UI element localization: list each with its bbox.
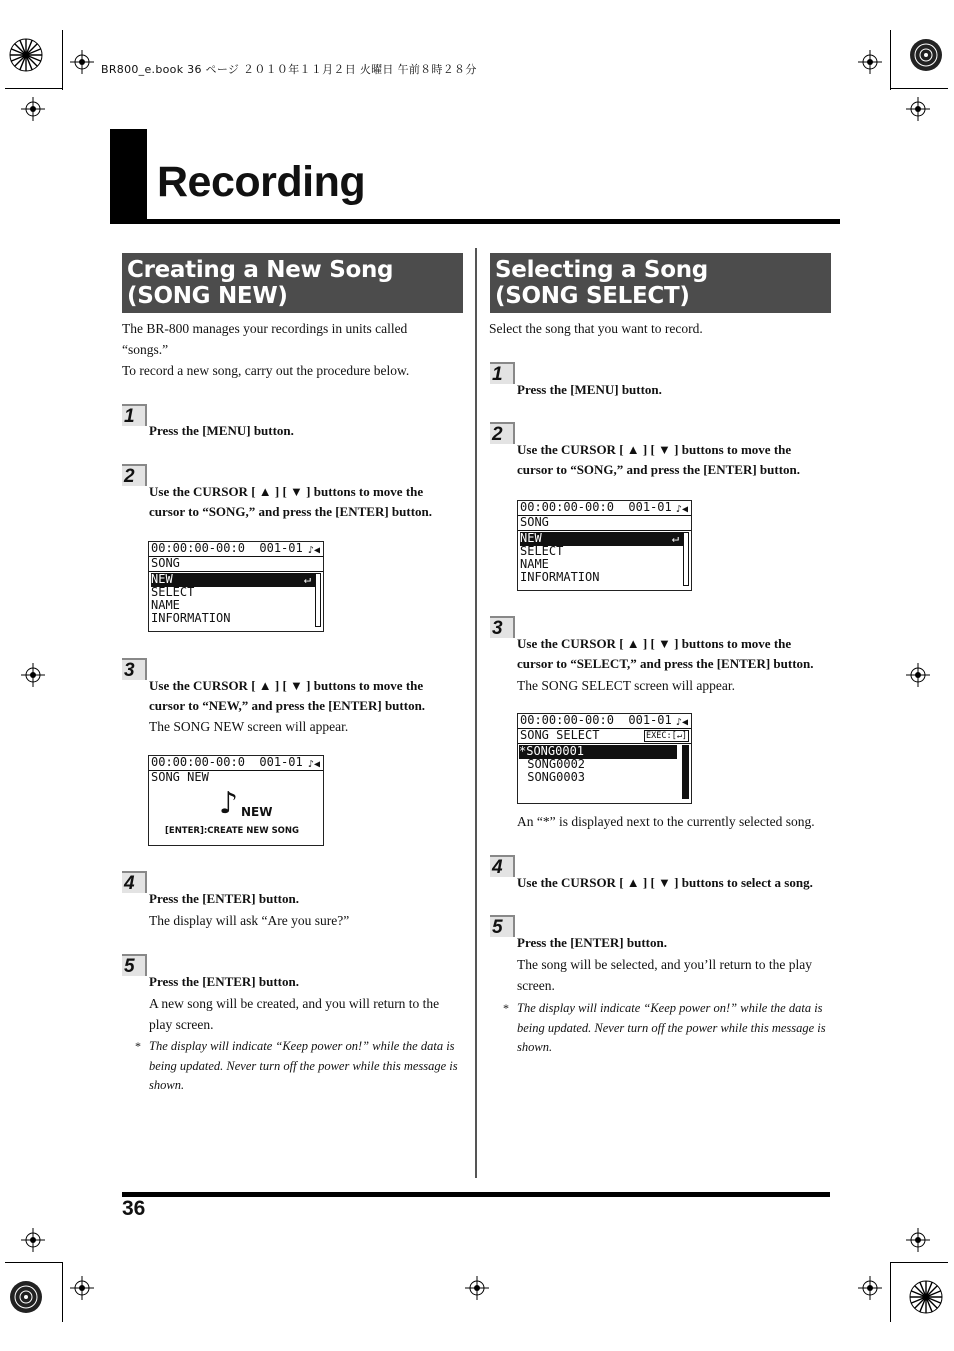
lcd-menu-item: INFORMATION: [151, 611, 231, 625]
step-number: 1: [122, 404, 147, 426]
crosshair-target-icon: [858, 1276, 882, 1300]
registration-rosette-icon: [9, 38, 43, 72]
crop-line: [890, 30, 891, 90]
crop-line: [890, 1262, 948, 1263]
metronome-icon: ♪◀: [307, 545, 320, 556]
step-instruction: Use the CURSOR [ ▲ ] [ ▼ ] buttons to move the cursor to “SONG,” and press the [ENTER] button.: [517, 442, 801, 477]
lcd-footer-hint: [ENTER]:CREATE NEW SONG: [165, 826, 300, 836]
note-asterisk: *: [503, 1001, 509, 1015]
crosshair-target-icon: [906, 97, 930, 121]
selection-hint: An “*” is displayed next to the currently selected song.: [517, 814, 815, 829]
section-heading-song-new: [122, 253, 463, 313]
step-result: A new song will be created, and you will return to the play screen.: [149, 996, 440, 1032]
step-instruction: Use the CURSOR [ ▲ ] [ ▼ ] buttons to move the cursor to “NEW,” and press the [ENTER] button.: [149, 678, 426, 713]
step-instruction: Use the CURSOR [ ▲ ] [ ▼ ] buttons to move the cursor to “SELECT,” and press the [ENTER] button.: [517, 636, 814, 671]
lcd-scrollbar: [683, 532, 689, 586]
step-instruction: Use the CURSOR [ ▲ ] [ ▼ ] buttons to move the cursor to “SONG,” and press the [ENTER] button.: [149, 484, 433, 519]
registration-rosette-icon: [909, 38, 943, 72]
intro-paragraph: To record a new song, carry out the procedure below.: [122, 363, 410, 378]
step-instruction: Press the [ENTER] button.: [517, 935, 667, 950]
step-result: The display will ask “Are you sure?”: [149, 913, 350, 928]
warning-note: The display will indicate “Keep power on!” while the data is being updated. Never turn off the power while this message is shown.: [149, 1039, 458, 1092]
metronome-icon: ♪◀: [675, 717, 688, 728]
crop-line: [5, 1262, 63, 1263]
section-heading-song-select: [490, 253, 831, 313]
lcd-menu-item: NAME: [520, 557, 549, 571]
lcd-menu-item: INFORMATION: [520, 570, 600, 584]
crosshair-target-icon: [21, 97, 45, 121]
crosshair-target-icon: [21, 663, 45, 687]
song-list-item: *SONG0001: [519, 745, 677, 759]
step-result: The song will be selected, and you’ll return to the play screen.: [517, 957, 813, 993]
lcd-status-line: 00:00:00-00:0 001-01: [151, 541, 303, 555]
lcd-menu-item: NEW ↵: [520, 532, 683, 546]
lcd-menu-item: SELECT: [151, 585, 195, 599]
lcd-new-label: NEW: [241, 805, 273, 819]
metronome-icon: ♪◀: [307, 759, 320, 770]
registration-rosette-icon: [909, 1280, 943, 1314]
footer-rule: [122, 1192, 830, 1197]
lcd-exec-indicator: EXEC:[↵]: [646, 731, 687, 741]
registration-rosette-icon: [9, 1280, 43, 1314]
crosshair-target-icon: [21, 1228, 45, 1252]
lcd-menu-item: NEW ↵: [151, 573, 315, 587]
section-heading-line: (SONG SELECT): [495, 283, 690, 309]
lcd-status-line: 00:00:00-00:0 001-01: [520, 500, 672, 514]
crop-line: [5, 88, 63, 89]
step-number: 4: [122, 871, 147, 893]
step-instruction: Press the [MENU] button.: [517, 382, 662, 397]
intro-paragraph: The BR-800 manages your recordings in units called “songs.”: [122, 321, 408, 357]
step-number: 5: [122, 954, 147, 976]
crosshair-target-icon: [906, 1228, 930, 1252]
step-instruction: Press the [ENTER] button.: [149, 891, 299, 906]
step-number: 3: [490, 616, 515, 638]
lcd-song-select: [517, 713, 692, 804]
lcd-scrollbar: [682, 745, 689, 799]
crosshair-target-icon: [465, 1276, 489, 1300]
lcd-song-new: [148, 755, 324, 846]
chapter-title: Recording: [157, 158, 366, 206]
lcd-menu-item: NAME: [151, 598, 180, 612]
step-instruction: Press the [MENU] button.: [149, 423, 294, 438]
lcd-song-menu: [517, 500, 692, 591]
page-number: 36: [122, 1197, 146, 1220]
crop-line: [62, 1262, 63, 1322]
lcd-screen-title: SONG SELECT: [520, 728, 600, 742]
section-heading-line: Selecting a Song: [495, 257, 708, 283]
note-asterisk: *: [135, 1039, 141, 1053]
step-number: 2: [122, 464, 147, 486]
song-list-item: SONG0003: [520, 770, 586, 784]
step-number: 4: [490, 855, 515, 877]
music-note-icon: ♪: [219, 786, 239, 821]
step-result: The SONG SELECT screen will appear.: [517, 678, 735, 693]
section-heading-line: (SONG NEW): [127, 283, 288, 309]
song-list-item: SONG0002: [520, 757, 586, 771]
intro-paragraph: Select the song that you want to record.: [489, 321, 703, 336]
crop-line: [890, 88, 948, 89]
warning-note: The display will indicate “Keep power on!” while the data is being updated. Never turn off the power while this message is shown.: [517, 1001, 826, 1054]
crop-line: [890, 1262, 891, 1322]
lcd-status-line: 00:00:00-00:0 001-01: [520, 713, 672, 727]
crosshair-target-icon: [70, 50, 94, 74]
crosshair-target-icon: [906, 663, 930, 687]
lcd-status-line: 00:00:00-00:0 001-01: [151, 755, 303, 769]
column-divider: [475, 248, 477, 1178]
step-number: 5: [490, 915, 515, 937]
lcd-screen-title: SONG NEW: [151, 770, 209, 784]
step-instruction: Press the [ENTER] button.: [149, 974, 299, 989]
step-instruction: Use the CURSOR [ ▲ ] [ ▼ ] buttons to select a song.: [517, 875, 813, 890]
lcd-screen-title: SONG: [520, 515, 549, 529]
lcd-menu-item: SELECT: [520, 544, 564, 558]
chapter-title-rule: [110, 219, 840, 224]
lcd-scrollbar: [315, 573, 321, 627]
step-number: 2: [490, 422, 515, 444]
step-result: The SONG NEW screen will appear.: [149, 719, 349, 734]
lcd-screen-title: SONG: [151, 556, 180, 570]
step-number: 3: [122, 658, 147, 680]
crosshair-target-icon: [70, 1276, 94, 1300]
file-stamp: BR800_e.book 36 ページ ２０１０年１１月２日 火曜日 午前８時２８分: [101, 63, 477, 76]
crop-line: [62, 30, 63, 90]
step-number: 1: [490, 362, 515, 384]
section-heading-line: Creating a New Song: [127, 257, 394, 283]
chapter-title-bar: [110, 129, 147, 222]
metronome-icon: ♪◀: [675, 504, 688, 515]
crosshair-target-icon: [858, 50, 882, 74]
lcd-song-menu: [148, 541, 324, 632]
